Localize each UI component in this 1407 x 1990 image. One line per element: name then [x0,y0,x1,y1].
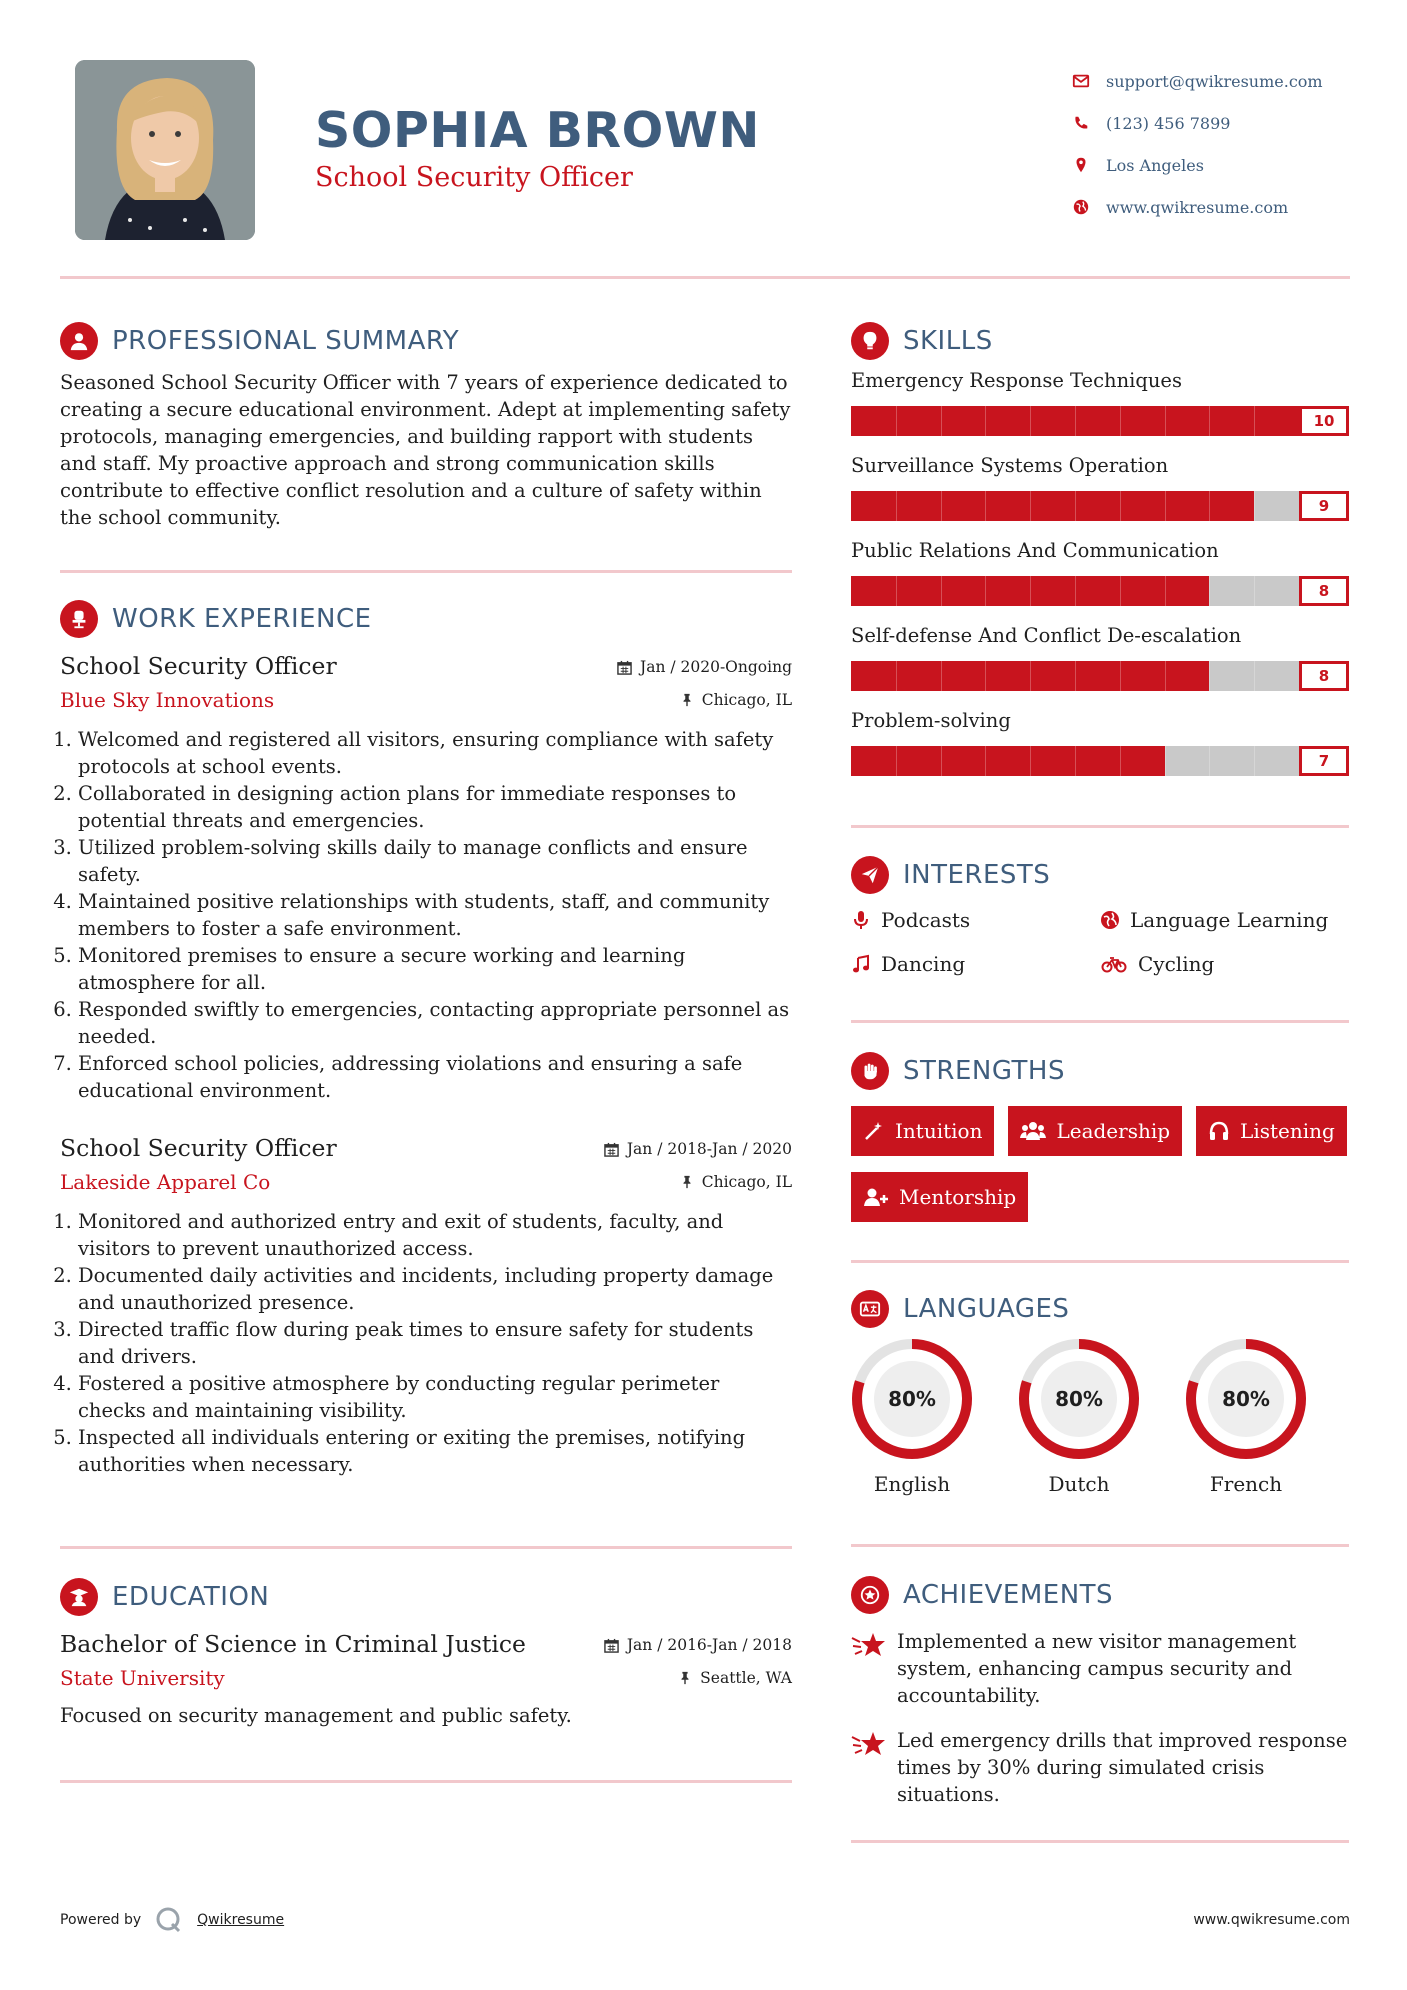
experience-divider [60,1546,792,1549]
achievements-section [851,1576,1349,1826]
strength-badge [1196,1106,1347,1156]
skill-bar-segment [941,746,942,776]
achievement-item [851,1628,1349,1709]
skills-divider [851,825,1349,828]
bicycle-icon [1100,954,1128,974]
job-location-text: Chicago, IL [701,691,792,709]
interest-label: Podcasts [881,908,971,932]
job-date-text: Jan / 2018-Jan / 2020 [626,1140,792,1158]
strengths-divider [851,1260,1349,1263]
skill-score: 10 [1299,406,1349,436]
skills-section [851,322,1349,793]
avatar [75,60,255,240]
skill-item [851,623,1349,708]
graduate-icon [60,1578,98,1616]
language-percent: 80% [888,1387,936,1411]
skill-bar-segment [896,661,897,691]
interest-item [851,952,1100,976]
skill-bar-segment [1165,491,1166,521]
strengths-heading-text: STRENGTHS [903,1056,1065,1086]
skill-bar-segment [985,406,986,436]
language-icon [851,1290,889,1328]
list-item: 3. Directed traffic flow during peak times to ensure safety for students and drivers. [78,1316,792,1370]
contact-location-text: Los Angeles [1106,155,1204,175]
skill-name: Surveillance Systems Operation [851,454,1169,477]
job-duties [60,1208,792,1478]
skill-bar-segment [896,406,897,436]
headphones-icon [1208,1120,1230,1142]
skill-bar-segment [1254,661,1255,691]
skills-list [851,368,1349,793]
strength-label: Leadership [1056,1119,1171,1143]
footer-website[interactable]: www.qwikresume.com [1193,1912,1350,1928]
calendar-icon [617,660,632,675]
job-header [60,652,792,688]
skill-bar-segment [1120,491,1121,521]
interest-label: Cycling [1138,952,1215,976]
contact-website[interactable] [1072,186,1323,228]
skill-bar-segment [941,491,942,521]
envelope-icon [1072,72,1090,90]
skill-bar-segment [1030,491,1031,521]
job-date-text: Jan / 2020-Ongoing [639,658,792,676]
experience-heading [60,600,792,638]
skill-bar-segment [1120,746,1121,776]
education-entry [60,1630,792,1729]
paper-plane-icon [851,856,889,894]
languages-heading-text: LANGUAGES [903,1294,1070,1324]
contact-list [1072,60,1323,228]
job-location [680,1173,792,1191]
user-plus-icon [863,1186,889,1208]
languages-divider [851,1544,1349,1547]
skill-bar-segment [1075,746,1076,776]
interest-item [1100,908,1349,932]
education-heading-text: EDUCATION [112,1582,270,1612]
achievements-heading-text: ACHIEVEMENTS [903,1580,1114,1610]
job-subheader [60,688,792,726]
experience-section [60,600,792,1478]
language-ring [1018,1338,1140,1460]
header-divider [60,276,1350,279]
shooting-star-icon [851,1729,887,1759]
footer [60,1898,1350,1934]
skill-bar-segment [1254,406,1255,436]
skill-bar-segment [1165,406,1166,436]
list-item: 3. Utilized problem-solving skills daily to manage conflicts and ensure safety. [78,834,792,888]
contact-website-text: www.qwikresume.com [1106,197,1289,217]
calendar-icon [604,1638,619,1653]
skill-bar-segment [1030,406,1031,436]
interest-item [851,908,1100,932]
list-item: 4. Fostered a positive atmosphere by conducting regular perimeter checks and maintaining visibility. [78,1370,792,1424]
strengths-section [851,1052,1349,1222]
language-item [1018,1338,1140,1496]
skill-bar-segment [896,491,897,521]
education-divider [60,1780,792,1783]
job-company: Lakeside Apparel Co [60,1170,271,1194]
skill-item [851,453,1349,538]
list-item: 5. Inspected all individuals entering or exiting the premises, notifying authorities when necessary. [78,1424,792,1478]
list-item: 2. Collaborated in designing action plans for immediate responses to potential threats and emergencies. [78,780,792,834]
skill-bar-segment [941,661,942,691]
skill-bar-segment [1254,576,1255,606]
skill-bar-segment [1075,406,1076,436]
achievement-text: Implemented a new visitor management system, enhancing campus security and accountability. [897,1630,1297,1707]
skill-bar-segment [896,576,897,606]
skill-bar-segment [1120,576,1121,606]
skill-item [851,538,1349,623]
skill-bar-segment [1030,576,1031,606]
interests-heading-text: INTERESTS [903,860,1051,890]
skill-name: Self-defense And Conflict De-escalation [851,624,1242,647]
skill-bar-segment [1075,491,1076,521]
language-item [1185,1338,1307,1496]
achievements-heading [851,1576,1349,1614]
globe-icon [1072,198,1090,216]
language-ring [851,1338,973,1460]
skill-item [851,708,1349,793]
contact-phone[interactable] [1072,102,1323,144]
education-section [60,1578,792,1729]
experience-heading-text: WORK EXPERIENCE [112,604,372,634]
skill-bar-segment [1120,661,1121,691]
list-item: 7. Enforced school policies, addressing violations and ensuring a safe educational environment. [78,1050,792,1104]
skill-bar-segment [985,491,986,521]
strength-label: Intuition [895,1119,983,1143]
list-item: 5. Monitored premises to ensure a secure working and learning atmosphere for all. [78,942,792,996]
globe-icon [1100,910,1120,930]
language-ring [1185,1338,1307,1460]
phone-icon [1072,114,1090,132]
skill-bar-segment [1030,746,1031,776]
skill-bar-segment [1254,491,1255,521]
interests-section [851,856,1349,976]
skill-bar-segment [985,576,986,606]
strength-badge [1008,1106,1182,1156]
skill-bar-fill [851,491,1254,521]
candidate-name: SOPHIA BROWN [315,102,760,159]
skill-score: 8 [1299,576,1349,606]
chair-icon [60,600,98,638]
language-percent: 80% [1222,1387,1270,1411]
strength-label: Listening [1240,1119,1335,1143]
strength-badge [851,1106,994,1156]
candidate-title: School Security Officer [315,162,633,193]
languages-heading [851,1290,1349,1328]
education-description: Focused on security management and public safety. [60,1704,572,1727]
skill-bar-segment [1209,491,1210,521]
achievements-list [851,1628,1349,1808]
list-item: 4. Maintained positive relationships with students, staff, and community members to foster a safe environment. [78,888,792,942]
calendar-icon [604,1142,619,1157]
skill-bar-segment [1075,576,1076,606]
interests-divider [851,1020,1349,1023]
job-duties [60,726,792,1104]
education-subheader [60,1666,792,1702]
skill-bar-segment [941,406,942,436]
job-header [60,1134,792,1170]
skill-bar-segment [1030,661,1031,691]
job-date [604,1140,792,1158]
profile-photo [75,60,255,240]
resume-header [60,60,1350,260]
language-name: French [1209,1472,1283,1496]
skill-name: Public Relations And Communication [851,539,1219,562]
summary-divider [60,570,792,573]
skill-bar-fill [851,746,1165,776]
skill-bar-segment [1209,406,1210,436]
summary-text: Seasoned School Security Officer with 7 years of experience dedicated to creating a secure educational environment. Adept at implementing safety protocols, managing emergencies, and building rapport with students and staff. My proactive approach and strong communication skills contribute to effective conflict resolution and a culture of safety within the school community. [60,371,791,529]
skills-heading-text: SKILLS [903,326,993,356]
education-heading [60,1578,792,1616]
interest-item [1100,952,1349,976]
qwikresume-logo-icon [155,1906,183,1934]
education-location-text: Seattle, WA [700,1669,792,1687]
skill-bar [851,661,1349,691]
language-name: English [873,1472,951,1496]
skill-bar-segment [1120,406,1121,436]
skill-bar-segment [1209,576,1210,606]
skill-score: 9 [1299,491,1349,521]
achievement-text: Led emergency drills that improved response times by 30% during simulated crisis situations. [897,1729,1348,1806]
summary-section [60,322,792,531]
pushpin-icon [680,1175,694,1189]
education-school: State University [60,1666,225,1690]
magic-wand-icon [863,1120,885,1142]
microphone-icon [851,910,871,930]
summary-heading-text: PROFESSIONAL SUMMARY [112,326,460,356]
job-role: School Security Officer [60,1134,337,1162]
contact-location [1072,144,1323,186]
skill-bar [851,406,1349,436]
skill-bar-segment [1209,661,1210,691]
skill-bar [851,491,1349,521]
job-company: Blue Sky Innovations [60,688,275,712]
skill-bar-segment [1254,746,1255,776]
list-item: 1. Monitored and authorized entry and exit of students, faculty, and visitors to prevent unauthorized access. [78,1208,792,1262]
job-date [617,658,792,676]
music-note-icon [851,954,871,974]
map-pin-icon [1072,156,1090,174]
achievement-item [851,1727,1349,1808]
job-role: School Security Officer [60,652,337,680]
language-percent: 80% [1055,1387,1103,1411]
brand-link[interactable]: Qwikresume [197,1912,285,1928]
skill-bar-segment [941,576,942,606]
skill-bar-segment [896,746,897,776]
contact-phone-text: (123) 456 7899 [1106,113,1231,133]
skill-bar [851,576,1349,606]
users-icon [1020,1120,1046,1142]
pushpin-icon [678,1671,692,1685]
skill-score: 8 [1299,661,1349,691]
interests-heading [851,856,1349,894]
education-location [678,1669,792,1687]
education-degree: Bachelor of Science in Criminal Justice [60,1630,526,1658]
skill-bar-segment [1209,746,1210,776]
skill-bar-segment [1165,746,1166,776]
languages-section [851,1290,1349,1496]
powered-by-text: Powered by [60,1912,142,1928]
job-subheader [60,1170,792,1208]
contact-email[interactable] [1072,60,1323,102]
skill-bar [851,746,1349,776]
skill-bar-segment [1165,576,1166,606]
raised-fist-icon [851,1052,889,1090]
skill-item [851,368,1349,453]
star-badge-icon [851,1576,889,1614]
user-icon [60,322,98,360]
strength-label: Mentorship [899,1185,1017,1209]
interest-label: Language Learning [1130,908,1329,932]
powered-by [60,1906,284,1934]
achievements-divider [851,1840,1349,1843]
skill-score: 7 [1299,746,1349,776]
summary-heading [60,322,792,360]
job-location [680,691,792,709]
pushpin-icon [680,693,694,707]
skill-name: Problem-solving [851,709,1011,732]
job-entry [60,1134,792,1478]
list-item: 2. Documented daily activities and incidents, including property damage and unauthorized presence. [78,1262,792,1316]
interest-label: Dancing [881,952,966,976]
skill-name: Emergency Response Techniques [851,369,1182,392]
job-location-text: Chicago, IL [701,1173,792,1191]
languages-list [851,1338,1349,1496]
contact-email-text: support@qwikresume.com [1106,71,1323,91]
lightbulb-icon [851,322,889,360]
strengths-list [851,1106,1349,1222]
skill-bar-segment [985,746,986,776]
interests-list [851,908,1349,976]
list-item: 6. Responded swiftly to emergencies, contacting appropriate personnel as needed. [78,996,792,1050]
skills-heading [851,322,1349,360]
list-item: 1. Welcomed and registered all visitors, ensuring compliance with safety protocols at school events. [78,726,792,780]
strengths-heading [851,1052,1349,1090]
education-date-text: Jan / 2016-Jan / 2018 [626,1636,792,1654]
language-name: Dutch [1048,1472,1110,1496]
job-entry [60,652,792,1104]
education-date [604,1636,792,1654]
skill-bar-segment [1165,661,1166,691]
strength-badge [851,1172,1028,1222]
language-item [851,1338,973,1496]
education-header [60,1630,792,1666]
shooting-star-icon [851,1630,887,1660]
skill-bar-segment [985,661,986,691]
skill-bar-segment [1075,661,1076,691]
